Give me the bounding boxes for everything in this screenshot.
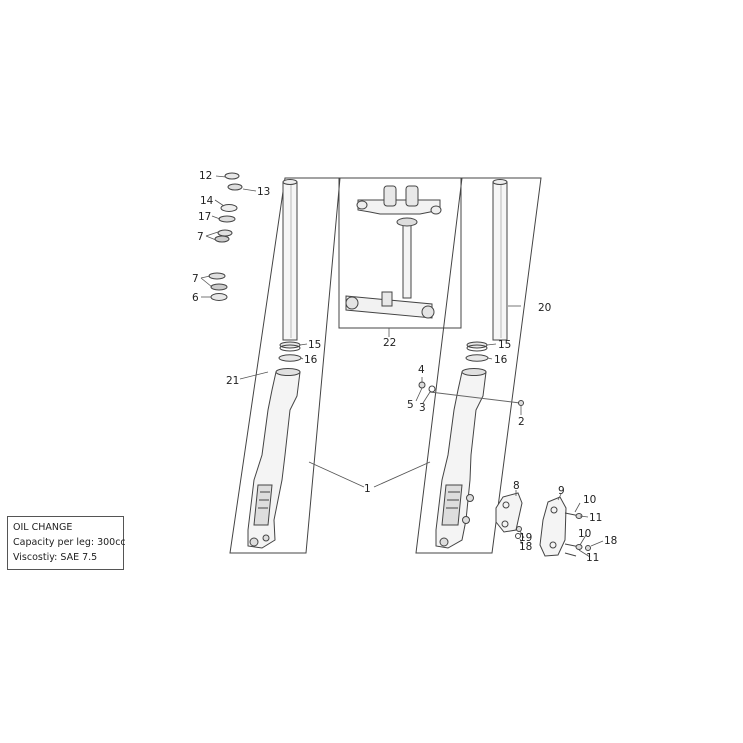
callout-14: 14 bbox=[200, 195, 214, 207]
callout-15a: 15 bbox=[308, 339, 322, 351]
callout-9: 9 bbox=[558, 485, 565, 497]
right-fork-tube bbox=[493, 180, 507, 341]
callout-10b: 10 bbox=[578, 528, 592, 540]
left-fork-slider bbox=[248, 369, 300, 549]
bolt-2 bbox=[519, 401, 524, 406]
callout-15b: 15 bbox=[498, 339, 512, 351]
callout-18b: 18 bbox=[519, 541, 533, 553]
callout-12: 12 bbox=[199, 170, 213, 182]
right-seal-rings bbox=[466, 342, 488, 361]
callout-16a: 16 bbox=[304, 354, 318, 366]
left-seal-rings bbox=[279, 342, 301, 361]
callout-7a: 7 bbox=[197, 231, 204, 243]
right-fork-frame bbox=[416, 178, 541, 553]
callout-3: 3 bbox=[419, 402, 426, 414]
callout-18a: 18 bbox=[604, 535, 618, 547]
callout-8: 8 bbox=[513, 480, 520, 492]
callout-21: 21 bbox=[226, 375, 240, 387]
callout-4: 4 bbox=[418, 364, 425, 376]
left-fork-tube bbox=[283, 180, 297, 341]
bearing-parts bbox=[209, 173, 242, 301]
callout-16b: 16 bbox=[494, 354, 508, 366]
callout-19: 19 bbox=[519, 532, 533, 544]
callout-13: 13 bbox=[257, 186, 271, 198]
washer-3 bbox=[429, 386, 435, 392]
callout-2: 2 bbox=[518, 416, 525, 428]
callout-5: 5 bbox=[407, 399, 414, 411]
triple-clamp bbox=[346, 186, 441, 318]
callout-22: 22 bbox=[383, 337, 397, 349]
oil-viscosity: Viscostiy: SAE 7.5 bbox=[13, 552, 98, 563]
callout-20: 20 bbox=[538, 302, 552, 314]
oil-change-title: OIL CHANGE bbox=[13, 522, 73, 533]
oil-capacity: Capacity per leg: 300cc bbox=[13, 537, 126, 548]
oil-change-info-box bbox=[7, 516, 124, 570]
callout-1: 1 bbox=[364, 483, 371, 495]
callout-11b: 11 bbox=[586, 552, 600, 564]
callout-10a: 10 bbox=[583, 494, 597, 506]
callout-11a: 11 bbox=[589, 512, 603, 524]
callout-17: 17 bbox=[198, 211, 212, 223]
caliper-bracket-9 bbox=[540, 497, 566, 556]
callout-6: 6 bbox=[192, 292, 199, 304]
callout-7b: 7 bbox=[192, 273, 199, 285]
